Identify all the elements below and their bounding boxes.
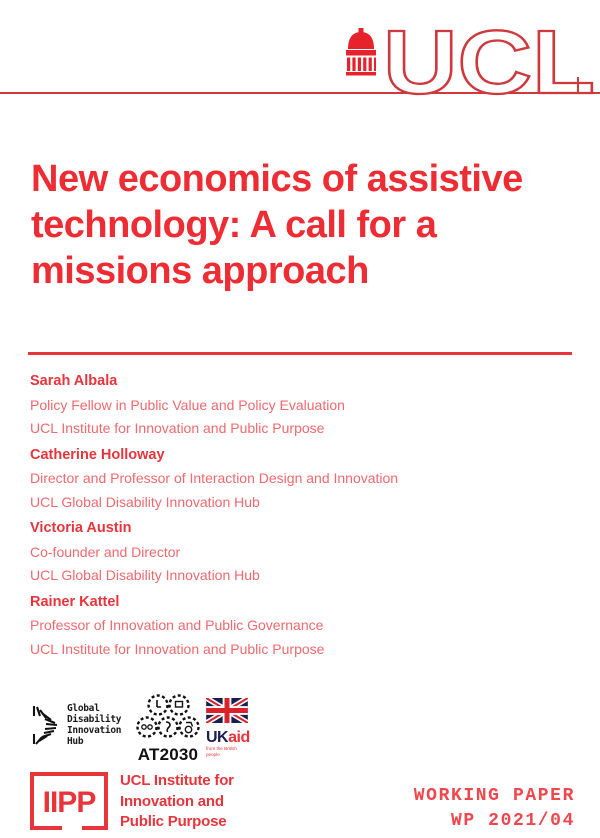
gdi-word-4: Hub	[67, 736, 84, 747]
institute-line-3: Public Purpose	[120, 813, 227, 830]
ucl-portico-icon	[346, 28, 376, 76]
institute-line-2: Innovation and	[120, 792, 224, 810]
working-paper-number: WP 2021/04	[450, 810, 575, 831]
partner-logos-row	[30, 694, 570, 764]
at2030-wordmark: AT2030	[137, 745, 199, 764]
author-list	[30, 370, 570, 664]
ukaid-uk-text: UK	[206, 729, 229, 746]
author-block	[30, 444, 570, 515]
working-paper-line: WORKING PAPER	[413, 786, 575, 806]
union-jack-flag	[206, 698, 248, 723]
gdi-hub-wordmark	[67, 703, 121, 747]
gdi-word-3: Innovation	[67, 725, 122, 736]
ukaid-tagline: from the British people	[206, 746, 237, 757]
working-paper-label	[275, 784, 575, 833]
iipp-logo-letters: IIPP	[42, 786, 96, 819]
author-role: Director and Professor of Interaction Design and Innovation	[30, 470, 399, 486]
author-org: UCL Global Disability Innovation Hub	[30, 567, 260, 583]
author-name: Sarah Albala	[30, 373, 118, 389]
title-line-2: technology: A call for a	[31, 204, 437, 246]
author-role: Professor of Innovation and Public Governance	[30, 617, 324, 633]
gdi-fan-icon	[30, 700, 60, 750]
at2030-icon	[136, 694, 200, 740]
institute-name	[120, 771, 300, 833]
author-role: Policy Fellow in Public Value and Policy Evaluation	[30, 396, 345, 413]
title-line-1: New economics of assistive	[31, 158, 523, 200]
author-block	[30, 370, 570, 441]
ukaid-wordmark	[206, 730, 250, 746]
at2030-logo	[135, 694, 201, 765]
author-block	[30, 591, 570, 662]
separator-rule	[28, 352, 572, 355]
ucl-banner	[0, 0, 600, 110]
gdi-word-2: Disability	[67, 714, 122, 725]
author-role: Co-founder and Director	[30, 543, 181, 560]
author-name: Victoria Austin	[30, 520, 132, 536]
author-name: Rainer Kattel	[30, 593, 120, 610]
iipp-logo	[30, 772, 108, 838]
page-title	[31, 156, 576, 294]
author-org: UCL Global Disability Innovation Hub	[30, 493, 260, 510]
ucl-logo-letters: UCL	[383, 13, 595, 110]
ukaid-logo	[206, 698, 250, 758]
gdi-word-1: Global	[67, 703, 100, 714]
ukaid-aid-text: aid	[228, 729, 250, 746]
author-org: UCL Institute for Innovation and Public Purpose	[30, 420, 325, 436]
institute-line-1: UCL Institute for	[120, 772, 234, 789]
gdi-hub-logo	[30, 700, 121, 750]
author-name: Catherine Holloway	[30, 446, 165, 463]
title-line-3: missions approach	[31, 250, 369, 292]
author-org: UCL Institute for Innovation and Public Purpose	[30, 640, 325, 657]
author-block	[30, 517, 570, 588]
